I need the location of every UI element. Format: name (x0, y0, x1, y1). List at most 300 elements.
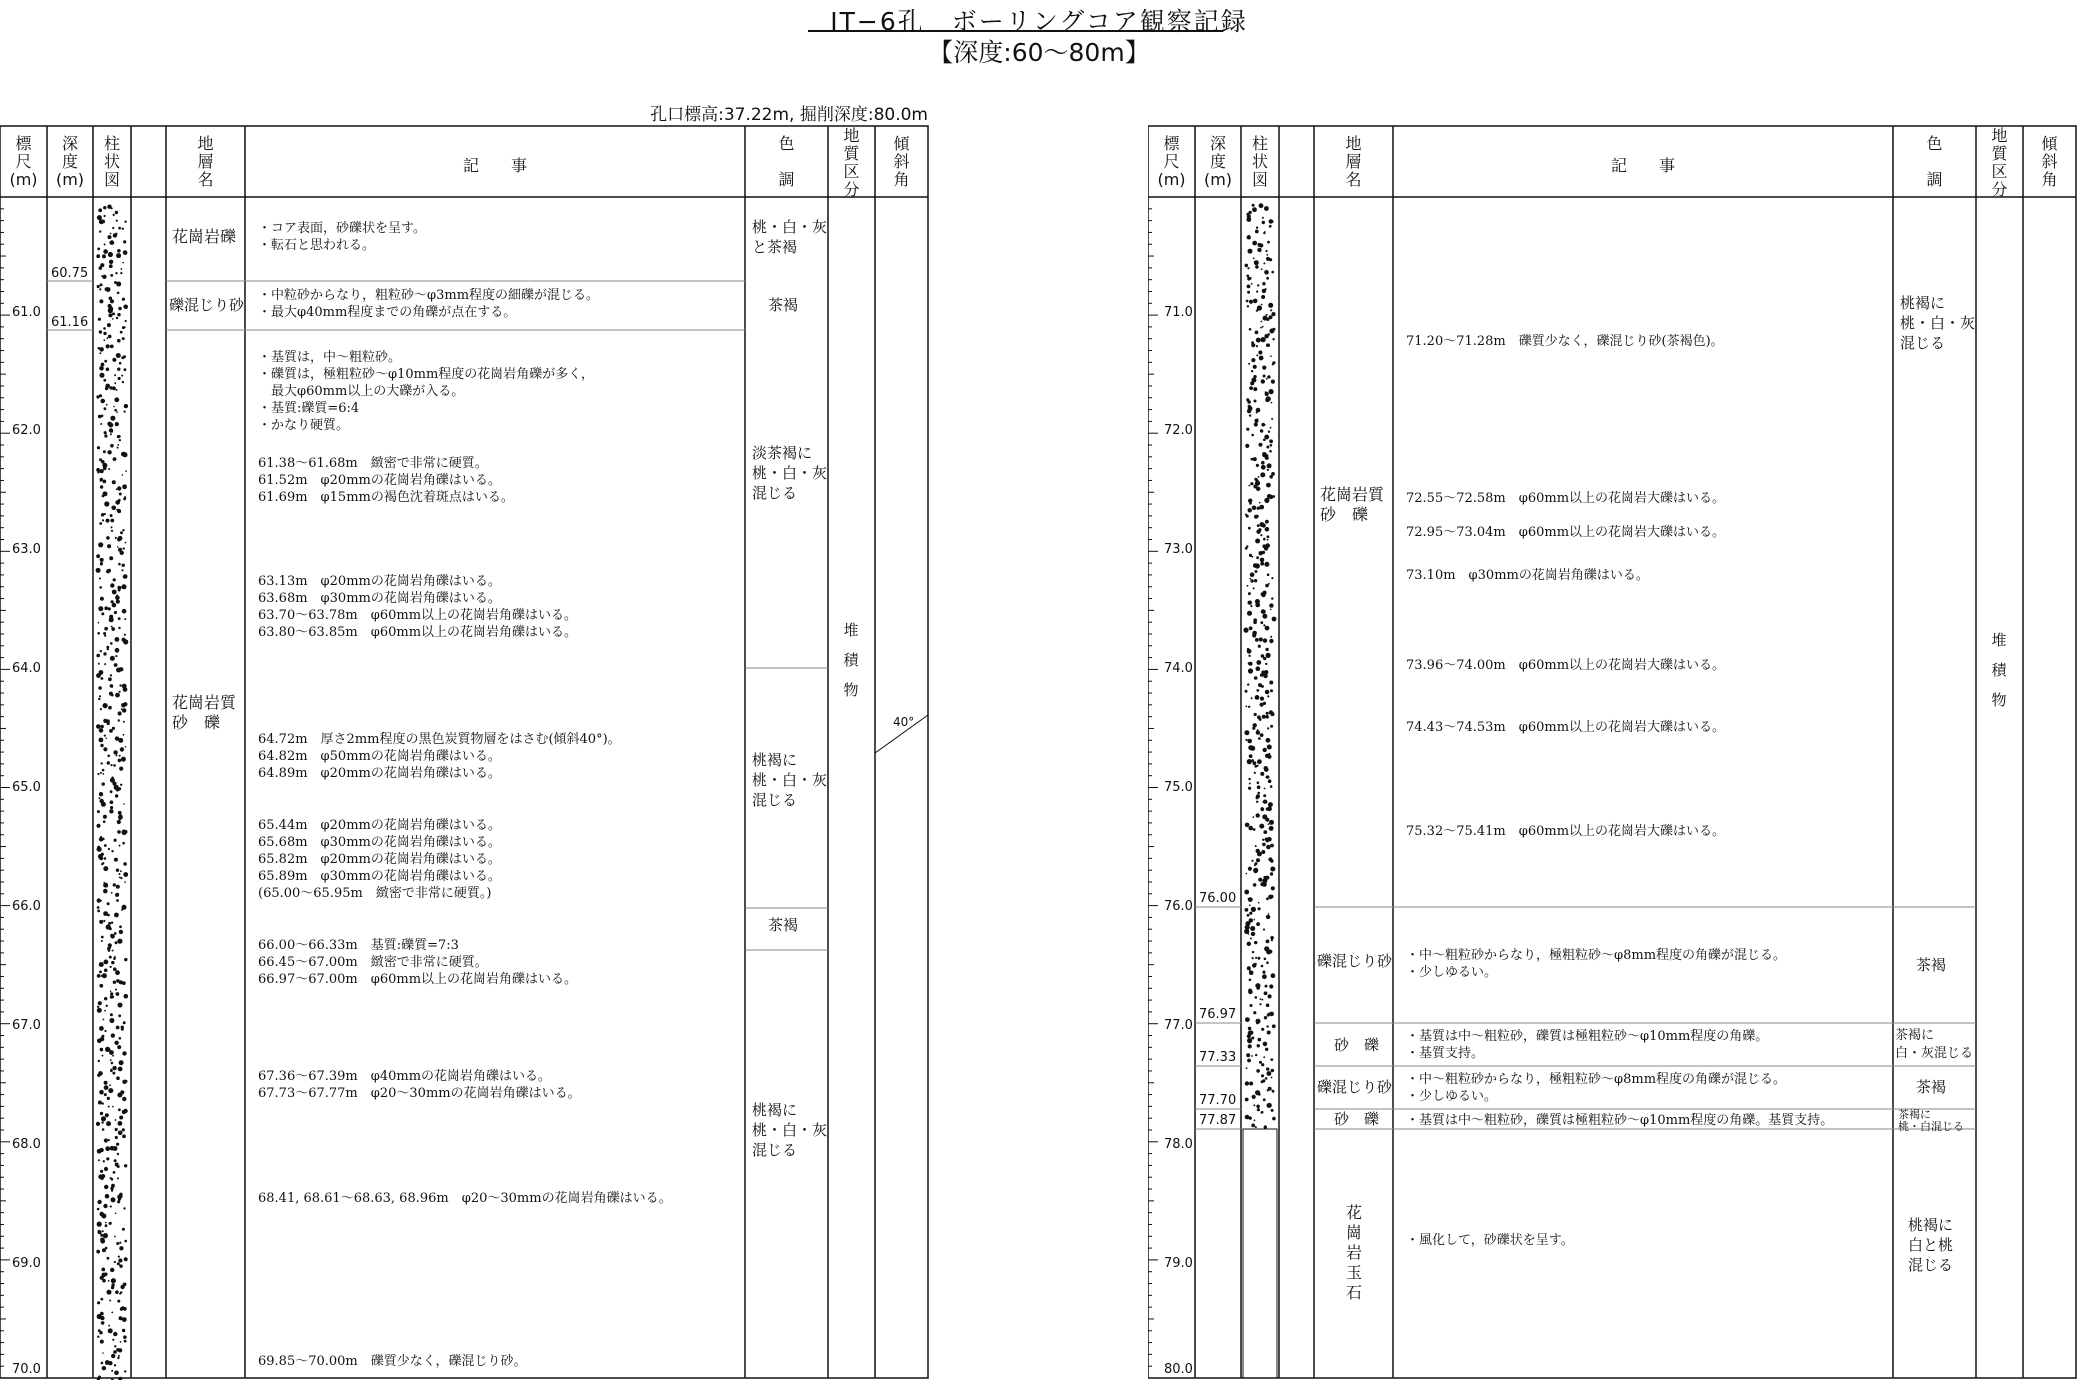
gravel-pattern-dot (116, 1143, 119, 1146)
gravel-pattern-dot (1254, 676, 1258, 680)
gravel-pattern-dot (1255, 695, 1260, 700)
gravel-pattern-dot (100, 469, 104, 473)
gravel-pattern-dot (109, 1222, 112, 1225)
gravel-pattern-dot (118, 227, 121, 230)
gravel-pattern-dot (106, 646, 109, 649)
note-entry: ・中〜粗粒砂からなり，極粗粒砂〜φ8mm程度の角礫が混じる。 ・少しゆるい。 (1406, 948, 1787, 980)
gravel-pattern-dot (116, 885, 120, 889)
gravel-pattern-dot (109, 1300, 111, 1302)
gravel-pattern-dot (118, 617, 121, 620)
gravel-pattern-dot (1262, 610, 1266, 614)
gravel-pattern-dot (1255, 845, 1257, 847)
gravel-pattern-dot (120, 268, 122, 270)
gravel-pattern-dot (110, 1268, 114, 1272)
note-entry: 73.10m φ30mmの花崗岩角礫はいる。 (1406, 568, 1649, 583)
scale-tick: 69.0 (12, 1256, 41, 1271)
gravel-pattern-dot (1260, 562, 1264, 566)
gravel-pattern-dot (1266, 1004, 1270, 1008)
gravel-pattern-dot (1247, 285, 1251, 289)
gravel-pattern-dot (122, 298, 125, 301)
gravel-pattern-dot (1259, 502, 1261, 504)
gravel-pattern-dot (111, 1197, 116, 1202)
gravel-pattern-dot (106, 1121, 111, 1126)
gravel-pattern-dot (100, 836, 102, 838)
gravel-pattern-dot (111, 850, 113, 852)
gravel-pattern-dot (114, 611, 117, 614)
gravel-pattern-dot (107, 450, 111, 454)
gravel-pattern-dot (1264, 546, 1268, 550)
scale-tick: 80.0 (1164, 1362, 1193, 1377)
gravel-pattern-dot (100, 283, 103, 286)
gravel-pattern-dot (122, 326, 125, 329)
gravel-pattern-dot (108, 308, 113, 313)
gravel-pattern-dot (1263, 748, 1267, 752)
gravel-pattern-dot (1261, 654, 1265, 658)
gravel-pattern-dot (1251, 1124, 1255, 1128)
gravel-pattern-dot (1248, 211, 1251, 214)
gravel-pattern-dot (104, 360, 107, 363)
gravel-pattern-dot (123, 687, 128, 692)
gravel-pattern-dot (118, 1014, 121, 1017)
gravel-pattern-dot (123, 1207, 125, 1209)
gravel-pattern-dot (1253, 868, 1258, 873)
gravel-pattern-dot (122, 564, 125, 567)
gravel-pattern-dot (1248, 1044, 1252, 1048)
gravel-pattern-dot (114, 858, 118, 862)
gravel-pattern-dot (1251, 1055, 1253, 1057)
gravel-pattern-dot (1245, 690, 1248, 693)
gravel-pattern-dot (1259, 1061, 1262, 1064)
gravel-pattern-dot (120, 1341, 122, 1343)
page-subtitle: 【深度:60〜80m】 (928, 38, 1150, 67)
gravel-pattern-dot (106, 404, 108, 406)
scale-tick: 61.0 (12, 305, 41, 320)
gravel-pattern-dot (1258, 907, 1261, 910)
gravel-pattern-dot (110, 583, 114, 587)
gravel-pattern-dot (117, 830, 121, 834)
gravel-pattern-dot (1263, 1056, 1265, 1058)
gravel-pattern-dot (1251, 370, 1253, 372)
gravel-pattern-dot (99, 1090, 104, 1095)
gravel-pattern-dot (111, 1062, 114, 1065)
gravel-pattern-dot (118, 307, 122, 311)
gravel-pattern-dot (1255, 638, 1259, 642)
gravel-pattern-dot (117, 486, 121, 490)
col-geo-header: 地 質 区 分 (1991, 126, 2008, 199)
gravel-pattern-dot (1261, 379, 1265, 383)
color-cell: 淡茶褐に 桃・白・灰 混じる (752, 444, 828, 502)
gravel-pattern-dot (96, 1122, 100, 1126)
gravel-pattern-dot (102, 220, 106, 224)
gravel-pattern-dot (103, 491, 108, 496)
gravel-pattern-dot (109, 729, 113, 733)
gravel-pattern-dot (105, 287, 109, 291)
gravel-pattern-dot (122, 708, 126, 712)
gravel-pattern-dot (1266, 897, 1269, 900)
gravel-pattern-dot (97, 906, 100, 909)
gravel-pattern-dot (118, 1258, 122, 1262)
gravel-pattern-dot (101, 415, 104, 418)
gravel-pattern-dot (111, 1354, 115, 1358)
gravel-pattern-dot (104, 663, 106, 665)
gravel-pattern-dot (111, 1312, 113, 1314)
note-entry: 73.96〜74.00m φ60mm以上の花崗岩大礫はいる。 (1406, 658, 1726, 673)
gravel-pattern-dot (103, 332, 106, 335)
gravel-pattern-dot (1248, 778, 1250, 780)
depth-label: 77.70 (1199, 1093, 1237, 1108)
gravel-pattern-dot (1271, 312, 1275, 316)
gravel-pattern-dot (101, 1121, 103, 1123)
gravel-pattern-dot (117, 1177, 119, 1179)
gravel-pattern-dot (110, 1205, 112, 1207)
gravel-pattern-dot (108, 1280, 110, 1282)
gravel-pattern-dot (109, 241, 112, 244)
gravel-pattern-dot (115, 1136, 118, 1139)
gravel-pattern-dot (117, 1093, 122, 1098)
gravel-pattern-dot (1251, 343, 1255, 347)
gravel-pattern-dot (116, 509, 118, 511)
gravel-pattern-dot (107, 205, 111, 209)
gravel-pattern-dot (1265, 398, 1269, 402)
color-cell: 茶褐に 桃・白混じる (1898, 1108, 1964, 1133)
gravel-pattern-dot (1270, 444, 1273, 447)
gravel-pattern-dot (114, 1371, 119, 1376)
gravel-pattern-dot (1247, 739, 1252, 744)
gravel-pattern-dot (119, 548, 121, 550)
gravel-pattern-dot (100, 373, 105, 378)
gravel-pattern-dot (109, 809, 113, 813)
gravel-pattern-dot (115, 893, 119, 897)
color-cell: 茶褐 (1916, 1078, 1947, 1096)
gravel-pattern-dot (115, 1119, 117, 1121)
gravel-pattern-dot (1252, 207, 1257, 212)
gravel-pattern-dot (98, 686, 102, 690)
gravel-pattern-dot (125, 746, 127, 748)
gravel-pattern-dot (101, 936, 104, 939)
gravel-pattern-dot (1248, 662, 1251, 665)
gravel-pattern-dot (1270, 609, 1272, 611)
gravel-pattern-dot (1256, 354, 1258, 356)
gravel-pattern-dot (1262, 715, 1266, 719)
gravel-pattern-dot (121, 569, 123, 571)
gravel-pattern-dot (124, 1340, 127, 1343)
gravel-pattern-dot (100, 772, 102, 774)
gravel-pattern-dot (1255, 265, 1259, 269)
gravel-pattern-dot (1251, 283, 1253, 285)
gravel-pattern-dot (122, 1317, 127, 1322)
gravel-pattern-dot (123, 498, 126, 501)
scale-tick: 64.0 (12, 661, 41, 676)
depth-label: 76.00 (1199, 891, 1237, 906)
gravel-pattern-dot (1245, 908, 1249, 912)
gravel-pattern-dot (103, 466, 107, 470)
color-cell: 茶褐に 白・灰混じる (1895, 1028, 1974, 1061)
gravel-pattern-dot (1265, 648, 1268, 651)
gravel-pattern-dot (103, 820, 106, 823)
gravel-pattern-dot (119, 814, 123, 818)
gravel-pattern-dot (102, 782, 105, 785)
gravel-pattern-dot (1245, 444, 1249, 448)
gravel-pattern-dot (1256, 801, 1258, 803)
gravel-pattern-dot (1253, 1104, 1255, 1106)
gravel-pattern-dot (1267, 535, 1270, 538)
gravel-pattern-dot (1269, 681, 1273, 685)
gravel-pattern-dot (108, 1106, 110, 1108)
gravel-pattern-dot (1247, 1038, 1252, 1043)
gravel-pattern-dot (101, 513, 104, 516)
gravel-pattern-dot (1261, 465, 1266, 470)
gravel-pattern-dot (121, 452, 126, 457)
gravel-pattern-dot (108, 1139, 110, 1141)
gravel-pattern-dot (115, 794, 118, 797)
gravel-pattern-dot (1265, 663, 1267, 665)
gravel-pattern-dot (1262, 999, 1264, 1001)
gravel-pattern-dot (1256, 813, 1260, 817)
col-scale-header: 標 尺 (m) (1157, 134, 1186, 189)
gravel-pattern-dot (118, 563, 121, 566)
gravel-pattern-dot (113, 764, 116, 767)
gravel-pattern-dot (1255, 539, 1260, 544)
note-entry: 66.00〜66.33m 基質:礫質=7:3 66.45〜67.00m 緻密で非常に硬質。 66.97〜67.00m φ60mm以上の花崗岩角礫はいる。 (258, 938, 578, 987)
color-cell: 茶褐 (768, 296, 799, 314)
gravel-pattern-dot (1248, 990, 1253, 995)
left-log-panel (0, 125, 930, 1380)
gravel-pattern-dot (110, 1059, 112, 1061)
gravel-pattern-dot (1256, 1022, 1259, 1025)
gravel-pattern-dot (100, 597, 104, 601)
gravel-pattern-dot (124, 1257, 128, 1261)
gravel-pattern-dot (103, 747, 107, 751)
gravel-pattern-dot (104, 844, 107, 847)
gravel-pattern-dot (1260, 703, 1264, 707)
gravel-pattern-dot (1249, 1116, 1252, 1119)
gravel-pattern-dot (114, 913, 119, 918)
note-entry: 71.20〜71.28m 礫質少なく，礫混じり砂(茶褐色)。 (1406, 334, 1724, 349)
gravel-pattern-dot (1271, 271, 1274, 274)
gravel-pattern-dot (1262, 839, 1264, 841)
gravel-pattern-dot (122, 262, 124, 264)
gravel-pattern-dot (123, 547, 125, 549)
gravel-pattern-dot (98, 1159, 100, 1161)
gravel-pattern-dot (1270, 220, 1273, 223)
gravel-pattern-dot (119, 684, 121, 686)
note-entry: ・風化して，砂礫状を呈す。 (1406, 1233, 1574, 1248)
gravel-pattern-dot (110, 656, 115, 661)
gravel-pattern-dot (122, 484, 127, 489)
gravel-pattern-dot (116, 1076, 120, 1080)
gravel-pattern-dot (122, 1128, 125, 1131)
gravel-pattern-dot (103, 1019, 105, 1021)
gravel-pattern-dot (114, 1159, 117, 1162)
gravel-pattern-dot (113, 406, 115, 408)
gravel-pattern-dot (99, 1026, 104, 1031)
gravel-pattern-dot (1270, 725, 1273, 728)
gravel-pattern-dot (119, 755, 121, 757)
gravel-pattern-dot (1251, 697, 1253, 699)
gravel-pattern-dot (122, 1097, 126, 1101)
gravel-pattern-dot (112, 686, 114, 688)
gravel-pattern-dot (116, 282, 121, 287)
gravel-pattern-dot (1248, 485, 1250, 487)
gravel-pattern-dot (108, 1361, 112, 1365)
gravel-pattern-dot (109, 1084, 111, 1086)
gravel-pattern-dot (1256, 291, 1258, 293)
note-entry: 69.85〜70.00m 礫質少なく，礫混じり砂。 (258, 1354, 527, 1369)
gravel-pattern-dot (109, 1050, 114, 1055)
gravel-pattern-dot (101, 802, 106, 807)
gravel-pattern-dot (1268, 303, 1273, 308)
gravel-pattern-dot (1261, 268, 1263, 270)
gravel-pattern-dot (123, 576, 125, 578)
gravel-pattern-dot (1257, 524, 1260, 527)
gravel-pattern-dot (1270, 355, 1272, 357)
depth-label: 76.97 (1199, 1007, 1237, 1022)
gravel-pattern-dot (1249, 386, 1253, 390)
note-entry: ・コア表面，砂礫状を呈す。 ・転石と思われる。 (258, 221, 426, 253)
gravel-pattern-dot (1245, 739, 1247, 741)
gravel-pattern-dot (115, 648, 120, 653)
col-dip-header: 傾 斜 角 (893, 134, 910, 189)
gravel-pattern-dot (103, 911, 108, 916)
gravel-pattern-dot (97, 898, 101, 902)
gravel-pattern-dot (117, 1165, 120, 1168)
gravel-pattern-dot (118, 1348, 122, 1352)
gravel-pattern-dot (1248, 527, 1251, 530)
gravel-pattern-dot (1253, 723, 1257, 727)
gravel-pattern-dot (104, 1093, 107, 1096)
gravel-pattern-dot (1265, 250, 1267, 252)
gravel-pattern-dot (115, 211, 118, 214)
gravel-pattern-dot (106, 1157, 109, 1160)
gravel-pattern-dot (1249, 626, 1253, 630)
gravel-pattern-dot (109, 264, 113, 268)
gravel-pattern-dot (1246, 706, 1248, 708)
gravel-pattern-dot (1254, 941, 1257, 944)
gravel-pattern-dot (102, 480, 106, 484)
gravel-pattern-dot (1263, 624, 1265, 626)
gravel-pattern-dot (110, 299, 114, 303)
gravel-pattern-dot (114, 663, 118, 667)
gravel-pattern-dot (1255, 230, 1259, 234)
gravel-pattern-dot (102, 1366, 106, 1370)
gravel-pattern-dot (1253, 634, 1256, 637)
gravel-pattern-dot (118, 738, 123, 743)
gravel-pattern-dot (105, 1113, 109, 1117)
stratum-name: 砂 礫 (1334, 1036, 1380, 1054)
gravel-pattern-dot (1264, 1044, 1266, 1046)
gravel-pattern-dot (1247, 759, 1252, 764)
gravel-pattern-dot (96, 568, 101, 573)
gravel-pattern-dot (100, 1239, 105, 1244)
gravel-pattern-dot (122, 1051, 126, 1055)
gravel-pattern-dot (111, 1178, 114, 1181)
gravel-pattern-dot (106, 1005, 108, 1007)
gravel-pattern-dot (1259, 443, 1263, 447)
gravel-pattern-dot (108, 335, 112, 339)
gravel-pattern-dot (108, 235, 112, 239)
gravel-pattern-dot (113, 883, 116, 886)
gravel-pattern-dot (1249, 578, 1251, 580)
gravel-pattern-dot (121, 375, 123, 377)
gravel-pattern-dot (97, 1208, 100, 1211)
gravel-pattern-dot (118, 377, 121, 380)
gravel-pattern-dot (1247, 683, 1249, 685)
gravel-pattern-dot (1267, 1071, 1272, 1076)
gravel-pattern-dot (1267, 463, 1272, 468)
gravel-pattern-dot (1259, 356, 1264, 361)
gravel-pattern-dot (1256, 412, 1258, 414)
gravel-pattern-dot (112, 227, 114, 229)
gravel-pattern-dot (1250, 938, 1252, 940)
gravel-pattern-dot (112, 1106, 114, 1108)
gravel-pattern-dot (1247, 277, 1251, 281)
gravel-pattern-dot (100, 1340, 104, 1344)
gravel-pattern-dot (119, 1116, 123, 1120)
gravel-pattern-dot (1250, 482, 1253, 485)
gravel-pattern-dot (1262, 221, 1265, 224)
gravel-pattern-dot (1261, 423, 1265, 427)
gravel-pattern-dot (118, 435, 121, 438)
gravel-pattern-dot (1266, 775, 1269, 778)
gravel-pattern-dot (113, 457, 117, 461)
gravel-pattern-dot (115, 1290, 119, 1294)
gravel-pattern-dot (1271, 886, 1275, 890)
gravel-pattern-dot (124, 618, 126, 620)
gravel-pattern-dot (1248, 508, 1252, 512)
gravel-pattern-dot (1258, 878, 1262, 882)
gravel-pattern-dot (115, 693, 120, 698)
gravel-pattern-dot (110, 966, 112, 968)
scale-tick: 74.0 (1164, 661, 1193, 676)
gravel-pattern-dot (99, 352, 101, 354)
gravel-pattern-dot (1261, 304, 1263, 306)
gravel-pattern-dot (1250, 572, 1255, 577)
gravel-pattern-dot (1252, 816, 1254, 818)
gravel-pattern-dot (100, 485, 103, 488)
gravel-pattern-dot (119, 873, 121, 875)
gravel-pattern-dot (1254, 400, 1257, 403)
gravel-pattern-dot (124, 404, 128, 408)
gravel-pattern-dot (1271, 472, 1275, 476)
gravel-pattern-dot (101, 1268, 105, 1272)
gravel-pattern-dot (114, 374, 116, 376)
gravel-pattern-dot (107, 722, 110, 725)
gravel-pattern-dot (1262, 971, 1265, 974)
gravel-pattern-dot (1267, 727, 1269, 729)
gravel-pattern-dot (120, 551, 124, 555)
gravel-pattern-dot (100, 423, 102, 425)
gravel-pattern-dot (105, 1146, 110, 1151)
gravel-pattern-dot (1248, 406, 1253, 411)
gravel-pattern-dot (115, 233, 117, 235)
gravel-pattern-dot (97, 446, 100, 449)
stratum-name: 花 崗 岩 玉 石 (1346, 1203, 1363, 1302)
gravel-pattern-dot (107, 755, 110, 758)
gravel-pattern-dot (115, 537, 117, 539)
gravel-pattern-dot (96, 1250, 100, 1254)
gravel-pattern-dot (103, 249, 108, 254)
gravel-pattern-dot (1246, 428, 1249, 431)
gravel-pattern-dot (110, 992, 113, 995)
gravel-pattern-dot (1268, 753, 1270, 755)
gravel-pattern-dot (1256, 796, 1259, 799)
gravel-pattern-dot (1260, 522, 1265, 527)
gravel-pattern-dot (119, 1265, 122, 1268)
gravel-pattern-dot (1266, 808, 1269, 811)
gravel-pattern-dot (1249, 300, 1253, 304)
gravel-pattern-dot (1252, 957, 1254, 959)
gravel-pattern-dot (1256, 487, 1260, 491)
